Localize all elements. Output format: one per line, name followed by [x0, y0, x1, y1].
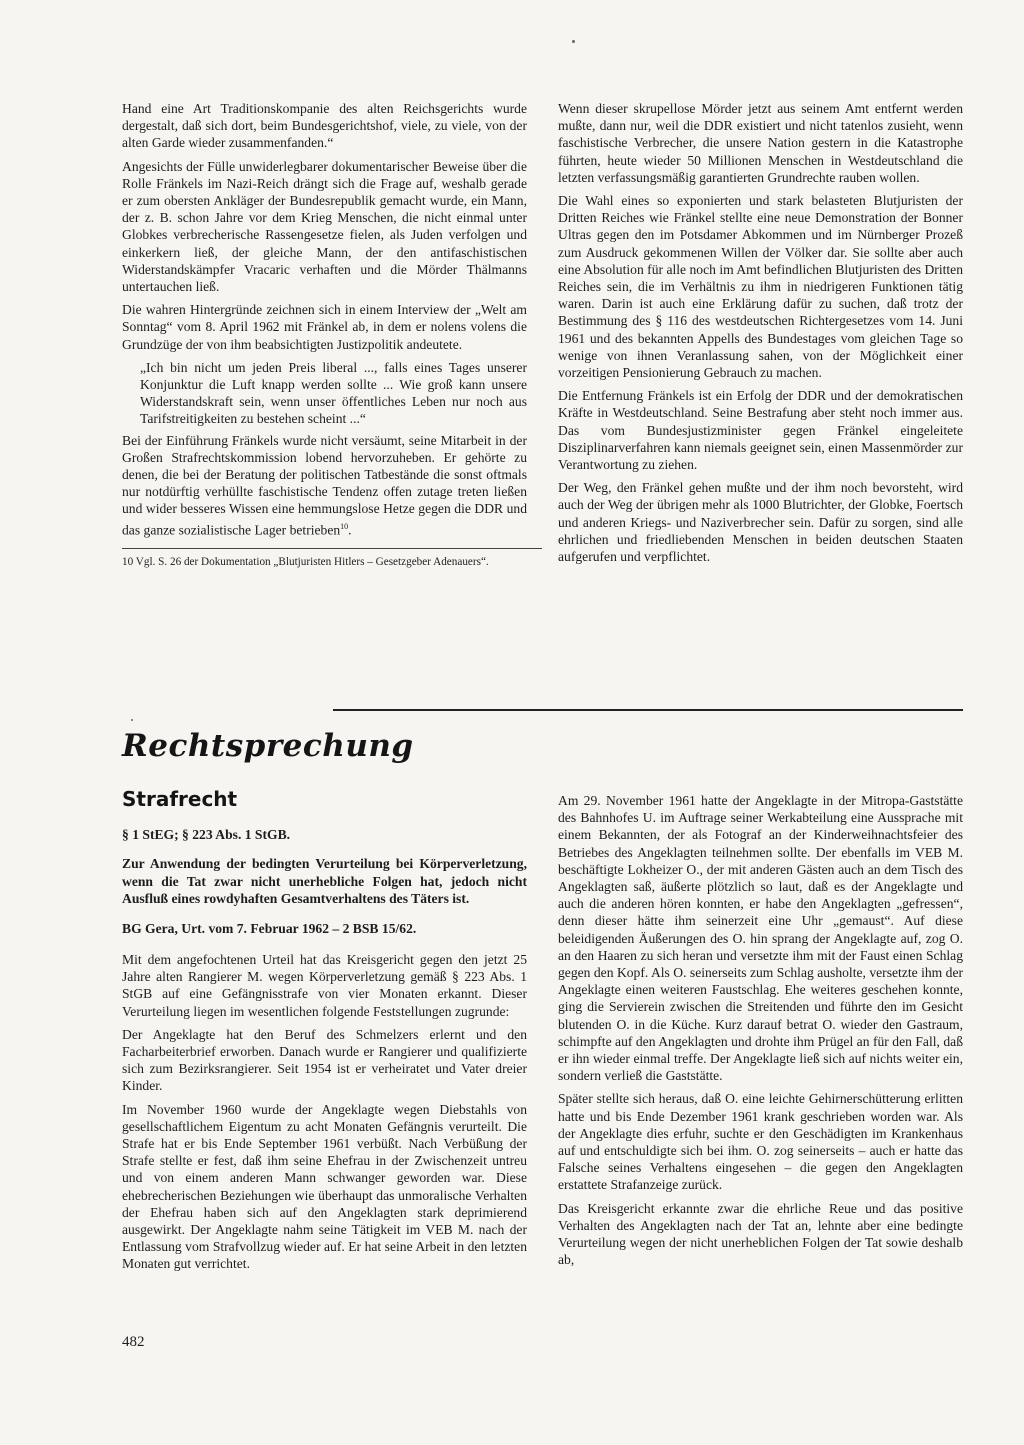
page-number: 482 [122, 1334, 145, 1350]
print-speck [572, 40, 575, 43]
section-divider [333, 709, 963, 711]
upper-left-column [122, 100, 527, 569]
lower-right-paragraph: Am 29. November 1961 hatte der Angeklagte in der Mitropa-Gaststätte des Bahnhofes U. im Auftrage seiner Werkabteilung eine Aussprache mit einem Bekannten, der als Fotograf an der Kinderweihnachtsfeier des Betriebes des Angeklagten teilnehmen sollte. Der ebenfalls im VEB M. beschäftigte Lokheizer O., der mit anderen Gästen auch an dem Tisch des Angeklagten saß, äußerte plötzlich so laut, daß es der Angeklagte und auch die anderen hören konnten, er habe den Angeklagten „gefressen“, denn dieser hätte ihm seinerzeit eine Uhr „gemaust“. Auf diese beleidigenden Äußerungen des O. hin sprang der Angeklagte auf, zog O. an den Haaren zu sich heran und versetzte ihm mit der Faust einen Schlag gegen den Kopf. Als O. seinerseits zum Schlag ausholte, versetzte ihm der Angeklagte einen weiteren Faustschlag. Ehe weiteres geschehen konnte, ging die Servierein zwischen die Streitenden und führte den im Gesicht blutenden O. in die Küche. Kurz darauf betrat O. wieder den Gastraum, schimpfte auf den Angeklagten und drohte ihm Prügel an für den Fall, daß er ihn wieder einmal treffe. Der Angeklagte ließ sich auf nichts weiter ein, sondern verließ die Gaststätte. [558, 793, 963, 1084]
lower-left-paragraph: Im November 1960 wurde der Angeklagte wegen Diebstahls von gesellschaftlichem Eigentum zu acht Monaten Gefängnis verurteilt. Die Strafe hat er bis Ende September 1961 verbüßt. Nach Verbüßung der Strafe stellte er fest, daß ihm seine Ehefrau in der Zwischenzeit untreu und von einem anderen Mann schwanger geworden war. Diese ehebrecherischen Beziehungen wie überhaupt das unmoralische Verhalten der Ehefrau haben sich auf den Angeklagten stark deprimierend ausgewirkt. Der Angeklagte nahm seine Tätigkeit im VEB M. nach der Entlassung vom Strafvollzug wieder auf. Er hat seine Arbeit in den letzten Monaten gut verrichtet. [122, 1101, 527, 1272]
lower-right-paragraph: Das Kreisgericht erkannte zwar die ehrliche Reue und das positive Verhalten des Angeklagten nach der Tat an, lehnte aber eine bedingte Verurteilung wegen der nicht unerheblichen Folgen der Tat sowie deshalb ab, [558, 1200, 963, 1268]
interview-quote: „Ich bin nicht um jeden Preis liberal ..., falls eines Tages unserer Konjunktur die Luft knapp werden sollte ... Wie groß kann unsere Widerstandskraft sein, wenn unser öffentliches Leben nur noch aus Tarifstreitigkeiten zu bestehen scheint ...“ [140, 359, 527, 427]
lower-right-paragraph: Später stellte sich heraus, daß O. eine leichte Gehirnerschütterung erlitten hatte und bis Ende Dezember 1961 krank geschrieben worden war. Als der Angeklagte dies erfuhr, suchte er den Geschädigten im Krankenhaus auf und entschuldigte sich bei ihm. O. zog seinerseits – auch er hatte das Falsche seines Verhaltens eingesehen – die gegen den Angeklagten erstattete Strafanzeige zurück. [558, 1091, 963, 1193]
upper-left-paragraph: Bei der Einführung Fränkels wurde nicht versäumt, seine Mitarbeit in der Großen Strafrechtskommission lobend hervorzuheben. Er gehörte zu denen, die bei der Beratung der politischen Tatbestände die sonst oftmals nur notdürftig verhüllte faschistische Tendenz offen zutage treten ließen und wider besseres Wissen eine hemmungslose Hetze gegen die DDR und das ganze sozialistische Lager betrieben$^{10}$. [122, 432, 527, 538]
lower-right-column [558, 792, 963, 1274]
upper-right-paragraph: Der Weg, den Fränkel gehen mußte und der ihm noch bevorsteht, wird auch der Weg der übrigen mehr als 1000 Blutrichter, der Globke, Foertsch und anderen Kriegs- und Naziverbrecher sein. Dafür zu sorgen, sind alle ehrlichen und friedliebenden Menschen in beiden deutschen Staaten aufgerufen und verpflichtet. [558, 480, 963, 565]
lower-left-paragraph: Mit dem angefochtenen Urteil hat das Kreisgericht gegen den jetzt 25 Jahre alten Rangierer M. wegen Körperverletzung gemäß § 223 Abs. 1 StGB auf eine Gefängnisstrafe von vier Monaten erkannt. Dieser Verurteilung liegen im wesentlichen folgende Feststellungen zugrunde: [122, 951, 527, 1019]
section-heading: Rechtsprechung [122, 728, 414, 764]
footnote: 10 Vgl. S. 26 der Dokumentation „Blutjuristen Hitlers – Gesetzgeber Adenauers“. [122, 548, 542, 569]
upper-left-last-text: Bei der Einführung Fränkels wurde nicht versäumt, seine Mitarbeit in der Großen Strafrechtskommission lobend hervorzuheben. Er gehörte zu denen, die bei der Beratung der politischen Tatbestände die sonst oftmals nur notdürftig verhüllte faschistische Tendenz offen zutage treten ließen und wider besseres Wissen eine hemmungslose Hetze gegen die DDR und das ganze sozialistische Lager betrieben [122, 432, 527, 538]
lower-left-column [122, 826, 527, 1279]
upper-left-paragraph: Die wahren Hintergründe zeichnen sich in einem Interview der „Welt am Sonntag“ vom 8. April 1962 mit Fränkel ab, in dem er nolens volens die Grundzüge der von ihm beabsichtigten Justizpolitik andeutete. [122, 302, 527, 352]
upper-left-paragraph: Hand eine Art Traditionskompanie des alten Reichsgerichts wurde dergestalt, daß sich dort, beim Bundesgerichtshof, viele, zu viele, von der alten Garde wieder zusammenfanden.“ [122, 101, 527, 151]
upper-left-paragraph: Angesichts der Fülle unwiderlegbarer dokumentarischer Beweise über die Rolle Fränkels im Nazi-Reich drängt sich die Frage auf, weshalb gerade er zum obersten Ankläger der Bundesrepublik gemacht wurde, ein Mann, der z. B. schon Jahre vor dem Krieg Menschen, die nicht einmal unter Globkes verbrecherische Rassengesetze fielen, als Juden verfolgen und einkerkern ließ, der gleiche Mann, der den antifaschistischen Widerstandskämpfer Vracaric verhaften und die Mörder Thälmanns untertauchen ließ. [122, 158, 527, 295]
lower-left-paragraph: Der Angeklagte hat den Beruf des Schmelzers erlernt und den Facharbeiterbrief erworben. Danach wurde er Rangierer und qualifizierte sich zum Bezirksrangierer. Seit 1954 ist er verheiratet und Vater dreier Kinder. [122, 1026, 527, 1094]
print-speck [131, 719, 133, 721]
upper-right-paragraph: Die Wahl eines so exponierten und stark belasteten Blutjuristen der Dritten Reiches wie Fränkel stellte eine neue Demonstration der Bonner Ultras gegen den im Potsdamer Abkommen und im Nürnberger Prozeß zum Ausdruck gekommenen Willen der Völker dar. Sie sollte aber auch eine Absolution für alle noch im Amt befindlichen Blutjuristen des Dritten Reiches sein, die im Verhältnis zu ihm in niedrigeren Funktionen tätig waren. Darin ist auch eine Erklärung dafür zu suchen, daß trotz der Bestimmung des § 116 des westdeutschen Richtergesetzes vom 14. Juni 1961 und des bekannten Appells des Bundestages vom gleichen Tage so wenige von ihnen Veranlassung sahen, von der Möglichkeit einer vorzeitigen Pensionierung Gebrauch zu machen. [558, 193, 963, 381]
upper-right-column [558, 100, 963, 571]
footnote-mark: 10 [340, 521, 349, 531]
court-reference: BG Gera, Urt. vom 7. Februar 1962 – 2 BSB 15/62. [122, 920, 417, 936]
upper-right-paragraph: Die Entfernung Fränkels ist ein Erfolg der DDR und der demokratischen Kräfte in Westdeutschland. Seine Bestrafung aber steht noch immer aus. Das vom Bundesjustizminister gegen Fränkel eingeleitete Disziplinarverfahren kann niemals geeignet sein, einen Massenmörder zur Verantwortung zu ziehen. [558, 388, 963, 473]
upper-right-paragraph: Wenn dieser skrupellose Mörder jetzt aus seinem Amt entfernt werden mußte, dann nur, weil die DDR existiert und nicht tatenlos zusieht, wenn faschistische Verbrecher, die unsere Nation gestern in die Katastrophe führten, heute wieder 50 Millionen Menschen in Westdeutschland die letzten verfassungsmäßig garantierten Grundrechte rauben wollen. [558, 101, 963, 185]
section-subheading: Strafrecht [122, 787, 238, 811]
headnote: Zur Anwendung der bedingten Verurteilung bei Körperverletzung, wenn die Tat zwar nicht unerhebliche Folgen hat, jedoch nicht Ausfluß eines rowdyhaften Gesamtverhaltens des Täters ist. [122, 856, 527, 907]
statute-reference: § 1 StEG; § 223 Abs. 1 StGB. [122, 827, 291, 842]
